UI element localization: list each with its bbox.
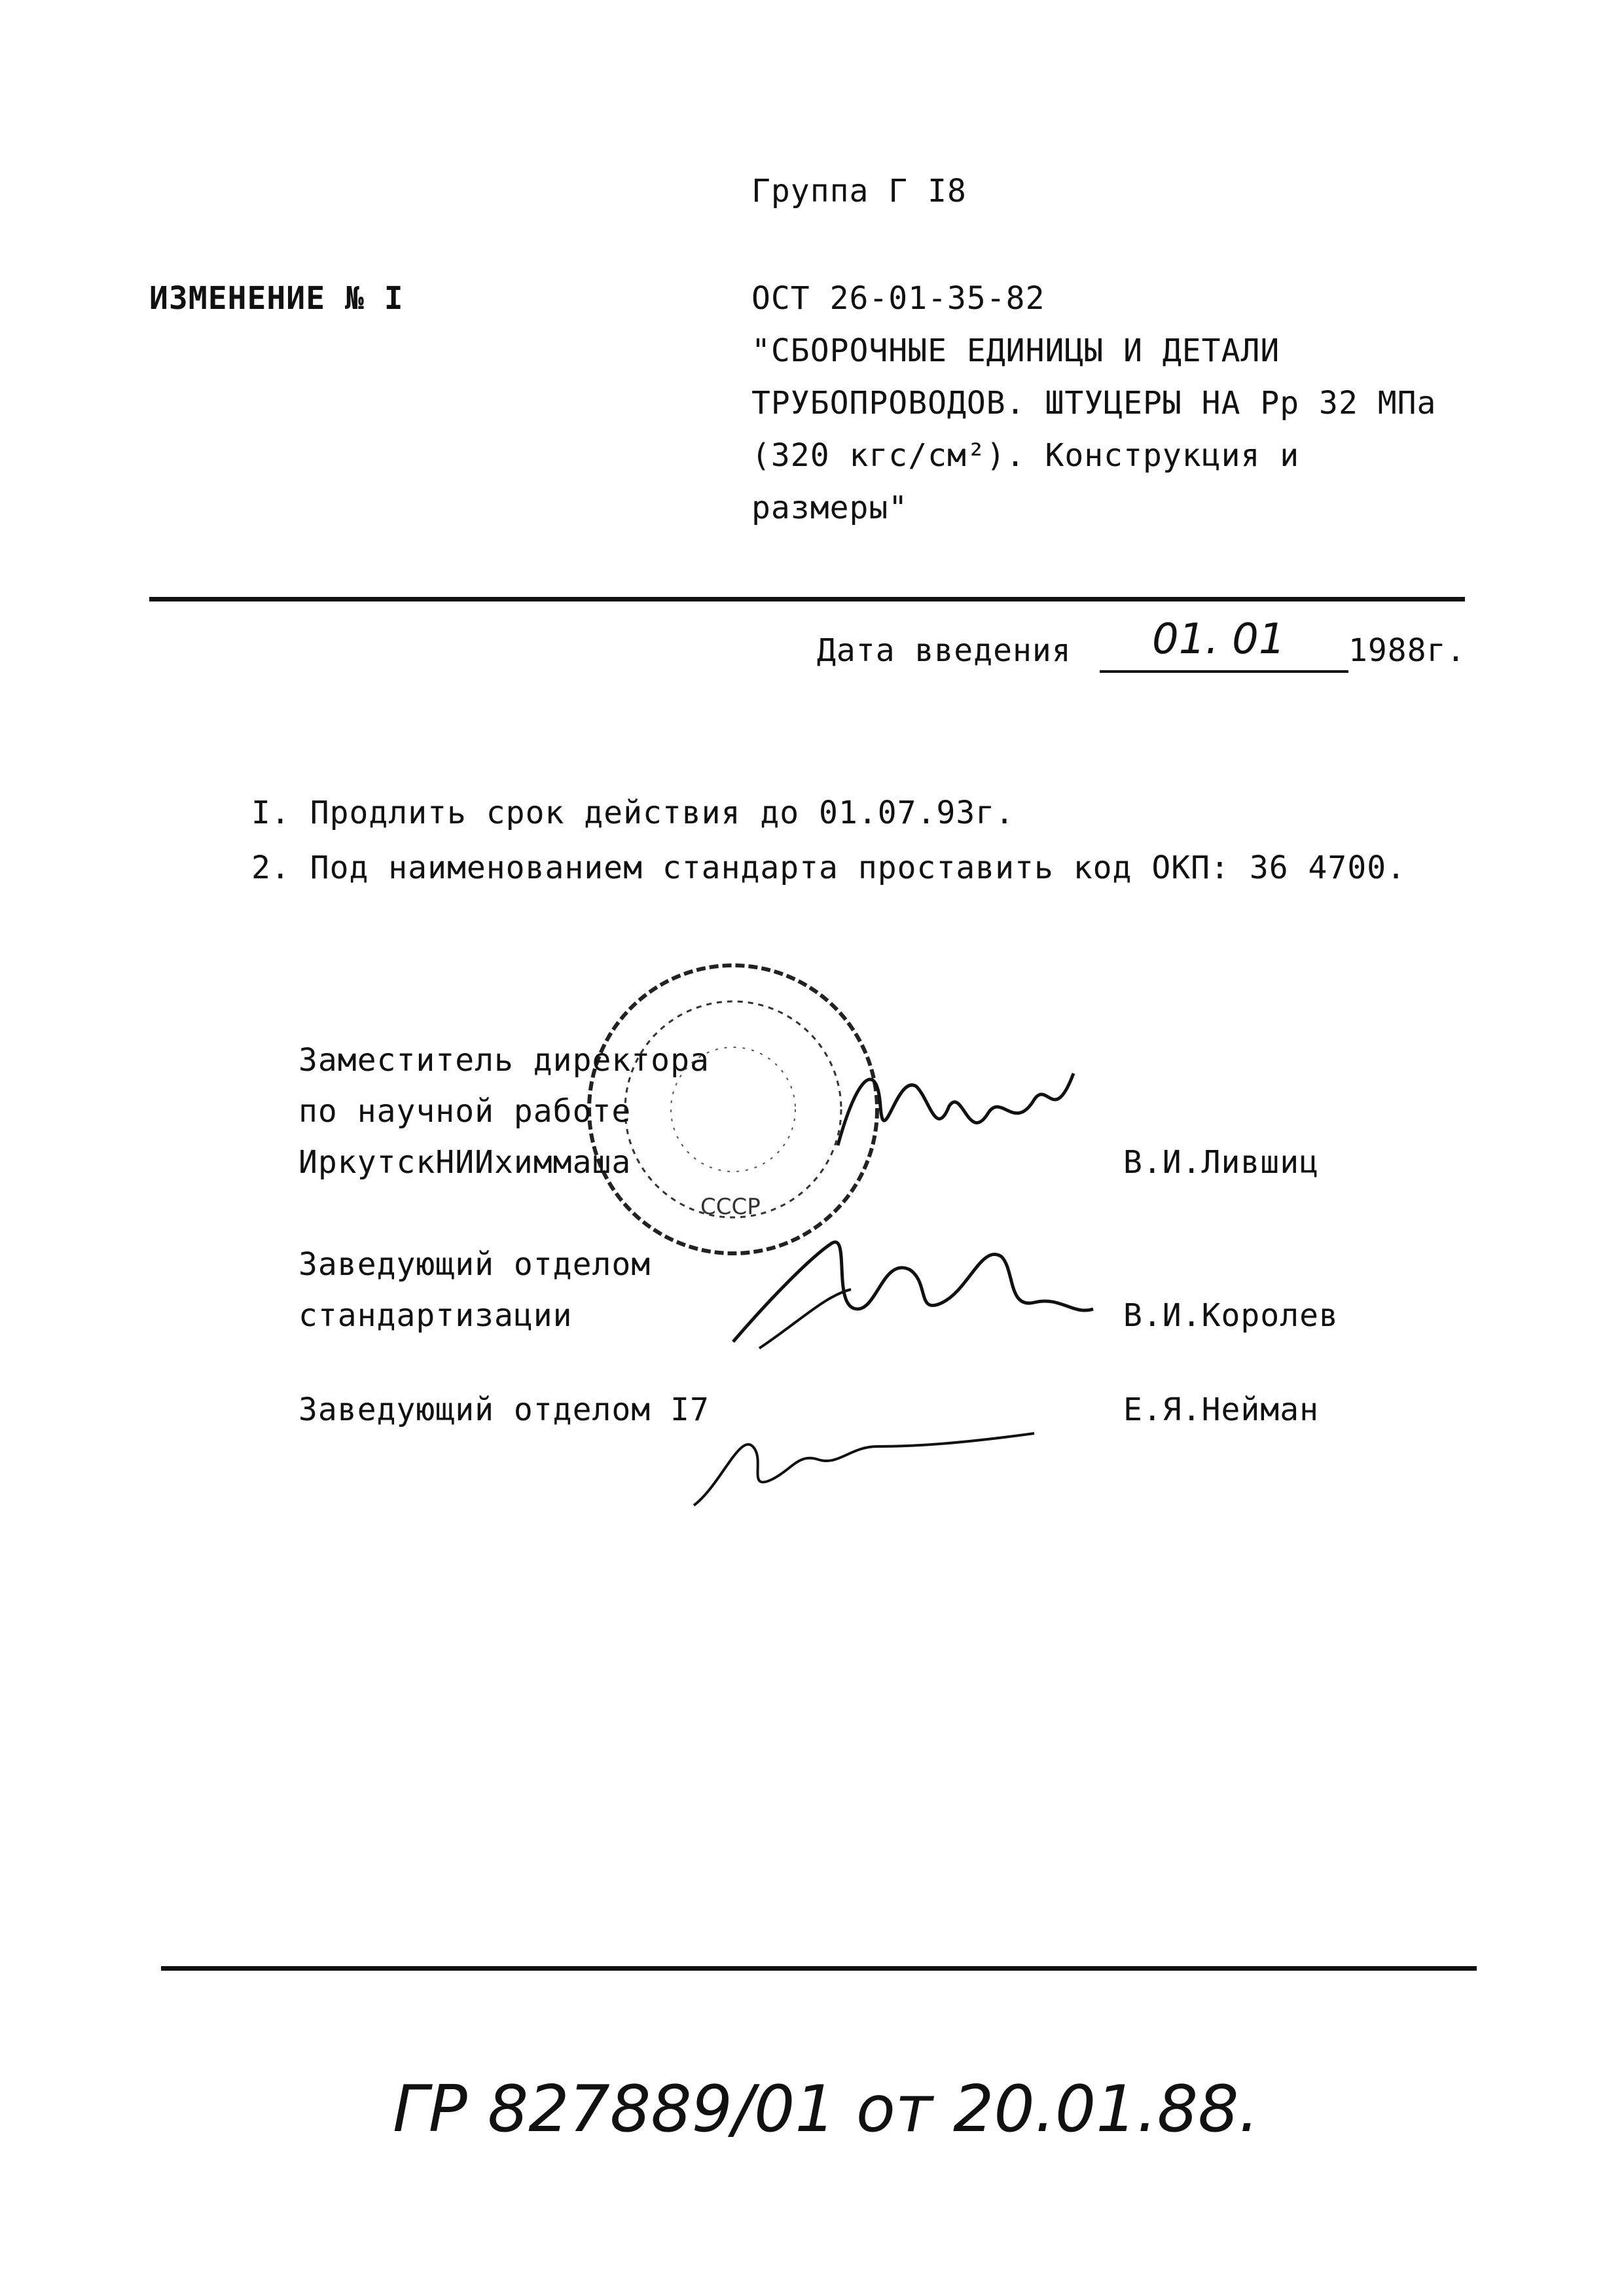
title-line-3: (320 кгс/см²). Конструкция и: [751, 437, 1300, 474]
title-line-1: "СБОРОЧНЫЕ ЕДИНИЦЫ И ДЕТАЛИ: [751, 332, 1280, 369]
top-divider: [149, 597, 1465, 601]
intro-date-handwritten: 01. 01: [1152, 615, 1286, 664]
title-line-2: ТРУБОПРОВОДОВ. ШТУЦЕРЫ НА Рр 32 МПа: [751, 385, 1437, 422]
sig3-position: Заведующий отделом I7: [298, 1391, 710, 1428]
intro-date-label: Дата введения: [817, 632, 1072, 669]
sig1-position-line-1: Заместитель директора: [298, 1042, 710, 1079]
item-1: I. Продлить срок действия до 01.07.93г.: [251, 795, 1015, 831]
signature-1: [818, 1047, 1080, 1178]
title-line-4: размеры": [751, 490, 909, 526]
registration-number: ГР 827889/01 от 20.01.88.: [393, 2072, 1259, 2147]
sig1-position-line-3: ИркутскНИИхиммаша: [298, 1144, 632, 1181]
item-2: 2. Под наименованием стандарта проставить код ОКП: 36 4700.: [251, 850, 1407, 886]
intro-date-year: 1988г.: [1348, 632, 1466, 669]
bottom-divider: [161, 1966, 1477, 1971]
change-label: ИЗМЕНЕНИЕ № I: [149, 280, 404, 317]
signature-3: [681, 1407, 1047, 1518]
sig1-position-line-2: по научной работе: [298, 1093, 632, 1130]
sig2-name: В.И.Королев: [1123, 1297, 1339, 1334]
date-underline: [1100, 670, 1348, 673]
sig3-name: Е.Я.Нейман: [1123, 1391, 1319, 1428]
sig2-position-line-2: стандартизации: [298, 1297, 573, 1334]
sig1-name: В.И.Лившиц: [1123, 1144, 1319, 1181]
standard-code: ОСТ 26-01-35-82: [751, 280, 1045, 317]
group-label: Группа Г I8: [751, 173, 967, 209]
sig2-position-line-1: Заведующий отделом: [298, 1246, 651, 1283]
seal-text: СССР: [700, 1194, 761, 1220]
signature-2: [720, 1217, 1100, 1361]
